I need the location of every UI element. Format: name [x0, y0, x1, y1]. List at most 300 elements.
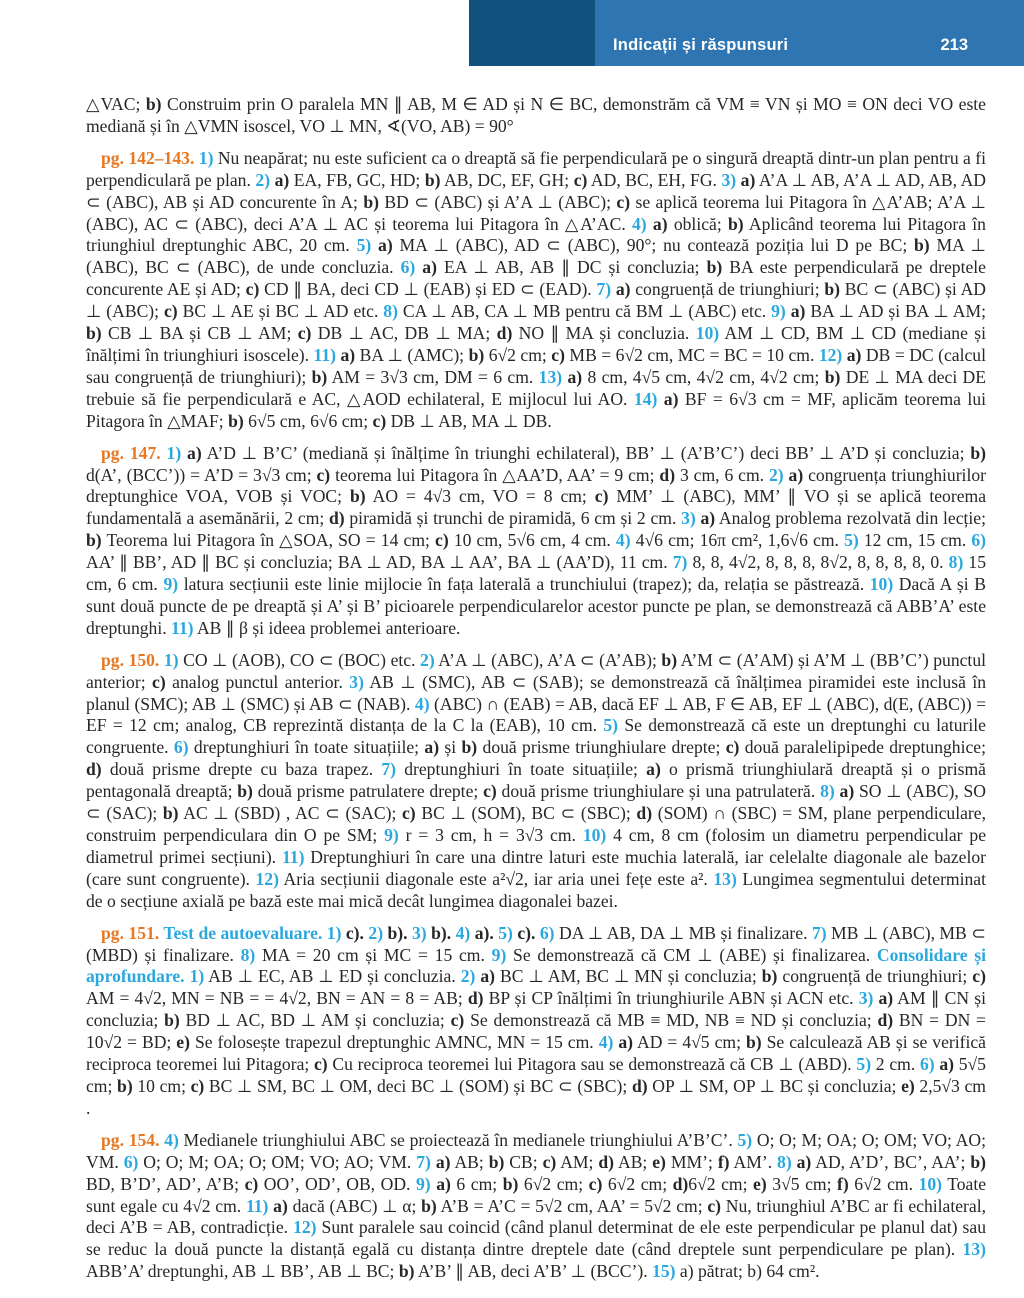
answer-text: a) pătrat; b) 64 cm².: [675, 1261, 820, 1282]
answer-text: BD ⊂ (ABC) și A’A ⊥ (ABC);: [378, 191, 617, 212]
sub-item-label: c): [450, 1010, 465, 1031]
answer-text: congruența triunghiurilor dreptunghice VOA, VOB și VOC;: [86, 464, 986, 507]
answer-text: AD, A’D’, BC’, AA’;: [811, 1151, 971, 1172]
item-number: 14): [633, 388, 658, 409]
answer-text: două prisme triunghiulare drepte;: [477, 737, 726, 758]
answer-text: MM’;: [665, 1151, 718, 1172]
answer-text: △VAC;: [86, 94, 146, 114]
answer-text: AB;: [614, 1151, 653, 1172]
header-content: [595, 0, 1024, 66]
answer-text: DB ⊥ AB, MA ⊥ DB.: [386, 410, 552, 431]
sub-item-label: b): [398, 1261, 415, 1282]
sub-item-label: c): [402, 803, 416, 824]
answer-text: CD ∥ BA, deci CD ⊥ (EAB) și ED ⊂ (EAD).: [259, 279, 597, 300]
item-number: 12): [293, 1217, 317, 1238]
answer-text: BF = 6√3 cm = MF, aplicăm teorema lui Pitagora în △MAF;: [86, 388, 987, 431]
sub-item-label: b).: [426, 922, 452, 943]
answer-text: 12 cm, 15 cm.: [858, 530, 972, 551]
sub-item-label: c): [164, 301, 178, 322]
section-heading: Test de autoevaluare.: [163, 922, 327, 943]
sub-item-label: e): [753, 1173, 767, 1194]
sub-item-label: a): [475, 966, 495, 987]
answer-text: 15 cm, 6 cm.: [86, 552, 986, 595]
answer-text: Se demonstrează că este un dreptunghi cu laturile congruente.: [86, 715, 986, 758]
answer-text: A’B’ ∥ AB, deci A’B’ ⊥ (BCC’).: [414, 1261, 653, 1282]
answer-text: Construim prin O paralela MN ∥ AB, M ∈ AD și N ∈ BC, demonstrăm că VM ≡ VN și MO ≡ ON deci VO este mediană și în △VMN isoscel, VO ⊥ MN, ∢(VO, AB) = 90°: [86, 94, 986, 136]
answer-text: congruență de triunghiuri;: [630, 279, 825, 300]
item-number: 9): [416, 1173, 431, 1194]
answer-text: 5√5 cm;: [86, 1054, 986, 1096]
answer-text: BA ⊥ AD și BA ⊥ AM;: [805, 301, 986, 322]
sub-item-label: b): [424, 169, 441, 190]
answer-text: r = 3 cm, h = 3√3 cm.: [398, 825, 583, 845]
answer-text: Se folosește trapezul dreptunghic AMNC, MN = 15 cm.: [189, 1032, 599, 1053]
item-number: 11): [171, 617, 194, 638]
sub-item-label: c): [972, 966, 986, 987]
item-number: 1): [163, 649, 179, 670]
item-number: 5): [356, 235, 372, 256]
paragraph: [86, 650, 986, 913]
answer-text: BC ⊥ AE și BC ⊥ AD etc.: [177, 301, 384, 322]
sub-item-label: b): [162, 803, 179, 824]
answer-text: Se demonstrează că CM ⊥ (ABE) și finalizarea.: [506, 944, 877, 965]
sub-item-label: b): [706, 257, 723, 278]
answer-text: 4√6 cm; 16π cm², 1,6√6 cm.: [630, 530, 845, 551]
answer-text: AB ⊥ (SMC), AB ⊂ (SAB); se demonstrează că înălțimea piramidei este inclusă în planul (SMC); AB ⊥ (SMC) și AB ⊂ (NAB).: [86, 671, 986, 714]
item-number: 3): [349, 671, 364, 692]
item-number: 9): [384, 825, 399, 845]
sub-item-label: f): [837, 1173, 849, 1194]
answer-text: 3√5 cm;: [766, 1173, 838, 1194]
item-number: 2): [363, 922, 384, 943]
sub-item-label: b): [86, 323, 102, 344]
item-number: 11): [245, 1195, 269, 1216]
paragraph: [86, 923, 986, 1120]
answer-text: CA ⊥ AB, CA ⊥ MB pentru că BM ⊥ (ABC) etc.: [397, 301, 772, 322]
paragraph: [86, 148, 986, 433]
item-number: 8): [240, 944, 256, 965]
answer-text: AO = 4√3 cm, VO = 8 cm;: [365, 486, 595, 507]
sub-item-label: d): [877, 1010, 894, 1031]
answer-text: 6 cm;: [450, 1173, 503, 1194]
answer-text: AB;: [450, 1151, 489, 1172]
sub-item-label: c): [594, 486, 609, 507]
sub-item-label: c): [297, 323, 312, 344]
item-number: 2): [420, 649, 435, 670]
answer-text: AM’.: [729, 1151, 778, 1172]
sub-item-label: b): [761, 966, 778, 987]
answer-text: MB = 6√2 cm, MC = BC = 10 cm.: [564, 344, 819, 365]
answer-text: A’M ⊂ (A’AM) și A’M ⊥ (BB’C’) punctul anterior;: [86, 649, 987, 692]
item-number: 6): [123, 1151, 139, 1172]
answer-text: O; O; M; OA; O; OM; VO; AO; VM.: [86, 1129, 986, 1172]
answer-text: analog punctul anterior.: [165, 671, 350, 692]
answer-text: Dreptunghiuri în care una dintre laturi este muchia laterală, iar celelalte diagonale ale bazelor (care sunt congruente).: [86, 846, 986, 889]
sub-item-label: c): [372, 410, 387, 431]
answer-text: piramidă și trunchi de piramidă, 6 cm și 2 cm.: [344, 508, 682, 529]
sub-item-label: d): [467, 988, 484, 1009]
answer-text: AA’ ∥ BB’, AD ∥ BC și concluzia; BA ⊥ AD, BA ⊥ AA’, BA ⊥ (AA’D), 11 cm.: [86, 552, 673, 573]
sub-item-label: b): [311, 366, 328, 387]
header-title: Indicații și răspunsuri: [613, 36, 789, 54]
item-number: 6): [971, 530, 987, 551]
answer-text: 4 cm, 8 cm (folosim un diametru perpendicular pe diametrul primei secțiuni).: [86, 825, 986, 867]
item-number: 12): [818, 344, 843, 365]
sub-item-label: c): [551, 344, 565, 365]
page-number: 213: [940, 36, 968, 54]
answer-text: BA ⊥ (AMC);: [355, 344, 469, 365]
sub-item-label: f): [717, 1151, 730, 1172]
item-number: 11): [313, 344, 337, 365]
sub-item-label: a): [336, 344, 356, 365]
page-ref-label: pg. 147.: [101, 442, 167, 463]
item-number: 8): [777, 1151, 792, 1172]
answer-text: Nu neapărat; nu este suficient ca o dreaptă să fie perpendiculară pe o singură dreaptă dintr-un plan pentru a fi perpendiculară pe plan.: [86, 147, 986, 190]
item-number: 4): [598, 1032, 614, 1053]
item-number: 4): [615, 530, 631, 551]
answer-text: CB;: [504, 1151, 543, 1172]
sub-item-label: a): [268, 1195, 288, 1216]
sub-item-label: a): [270, 169, 290, 190]
answer-text: Medianele triunghiului ABC se proiectează în medianele triunghiului A’B’C’.: [178, 1129, 738, 1150]
sub-item-label: b): [914, 235, 930, 256]
page-ref-label: pg. 150.: [101, 649, 164, 670]
sub-item-label: a): [415, 257, 437, 278]
sub-item-label: c): [245, 279, 260, 300]
sub-item-label: d): [329, 508, 345, 529]
sub-item-label: c): [616, 191, 631, 212]
item-number: 2): [768, 464, 784, 485]
answer-text: BA este perpendiculară pe dreptele concurente AE și AD;: [86, 257, 986, 300]
answer-text: d(A’, (BCC’)) = A’D = 3√3 cm;: [86, 464, 317, 485]
answer-text: BC ⊂ (ABC) și AD ⊥ (ABC);: [86, 279, 986, 322]
sub-item-label: a): [181, 442, 202, 463]
sub-item-label: a): [785, 301, 806, 322]
answer-text: A’B = A’C = 5√2 cm, AA’ = 5√2 cm;: [436, 1195, 708, 1216]
sub-item-label: a): [646, 759, 661, 780]
answer-text: 6√2 cm;: [518, 1173, 589, 1194]
item-number: 5): [856, 1054, 872, 1075]
item-number: 6): [535, 922, 555, 943]
page-ref-label: pg. 154.: [101, 1129, 165, 1150]
answer-text: EA ⊥ AB, AB ∥ DC și concluzia;: [436, 257, 707, 278]
answer-text: și: [439, 737, 462, 758]
sub-item-label: b): [970, 442, 987, 463]
paragraph: [86, 1130, 986, 1283]
answer-text: AM = 3√3 cm, DM = 6 cm.: [327, 366, 539, 387]
answer-text: 8, 8, 4√2, 8, 8, 8, 8√2, 8, 8, 8, 8, 0.: [687, 552, 949, 573]
sub-item-label: d): [598, 1151, 615, 1172]
item-number: 12): [255, 868, 279, 889]
answer-text: CO ⊥ (AOB), CO ⊂ (BOC) etc.: [178, 649, 421, 670]
item-number: 7): [596, 279, 612, 300]
sub-item-label: a): [934, 1054, 954, 1075]
page-ref-label: pg. 151.: [101, 922, 164, 943]
sub-item-label: b): [461, 737, 478, 758]
answer-text: O; O; M; OA; O; OM; VO; AO; VM.: [138, 1151, 417, 1172]
sub-item-label: a): [834, 781, 855, 802]
sub-item-label: d): [496, 323, 513, 344]
answer-text: AD, BC, EH, FG.: [587, 169, 722, 190]
item-number: 3): [681, 508, 696, 529]
item-number: 7): [672, 552, 688, 573]
sub-item-label: c): [707, 1195, 722, 1216]
answer-text: DE ⊥ MA deci DE trebuie să fie perpendiculară e AC, △AOD echilateral, E mijlocul lui AO.: [86, 366, 986, 409]
page-ref-label: pg. 142–143.: [101, 147, 199, 168]
sub-item-label: b): [488, 1151, 505, 1172]
answer-text: AB ⊥ EC, AB ⊥ ED și concluzia.: [204, 966, 461, 987]
sub-item-label: d): [659, 464, 676, 485]
answer-text: MM’ ⊥ (ABC), MM’ ∥ VO și se aplică teorema fundamentală a asemănării, 2 cm;: [86, 486, 987, 529]
answer-text: 10 cm, 5√6 cm, 4 cm.: [448, 530, 616, 551]
section-heading: Consolidare și aprofundare.: [86, 944, 986, 987]
answer-text: AM = 4√2, MN = NB = = 4√2, BN = AN = 8 = AB;: [86, 988, 468, 1009]
sub-item-label: b): [363, 191, 379, 212]
answer-text: BD, B’D’, AD’, A’B;: [86, 1173, 245, 1194]
answer-text: AM;: [556, 1151, 599, 1172]
sub-item-label: c): [190, 1075, 205, 1096]
answer-text: se aplică teorema lui Pitagora în △A’AB; A’A ⊥ (ABC), AC ⊂ (ABC), deci A’A ⊥ AC și teorema lui Pitagora în △A’AC.: [86, 191, 987, 234]
answer-text: BC ⊥ (SOM), BC ⊂ (SBC);: [415, 803, 637, 824]
item-number: 5): [844, 530, 859, 551]
answer-text: 6√5 cm, 6√6 cm;: [243, 410, 373, 431]
answer-text: dacă (ABC) ⊥ α;: [287, 1195, 422, 1216]
item-number: 1): [166, 442, 182, 463]
sub-item-label: c).: [341, 922, 364, 943]
answer-text: BN = DN = 10√2 = BD;: [86, 1010, 986, 1053]
answer-text: MB ⊥ (ABC), MB ⊂ (MBD) și finalizare.: [86, 922, 986, 965]
answer-text: OO’, OD’, OB, OD.: [258, 1173, 416, 1194]
sub-item-label: b): [824, 279, 841, 300]
sub-item-label: c): [573, 169, 588, 190]
item-number: 10): [582, 825, 607, 845]
sub-item-label: b): [661, 649, 678, 670]
sub-item-label: b): [237, 781, 253, 802]
item-number: 7): [381, 759, 396, 780]
sub-item-label: a): [424, 737, 440, 758]
answer-text: 6√2 cm;: [688, 1173, 754, 1194]
item-number: 1): [198, 147, 214, 168]
sub-item-label: a).: [470, 922, 494, 943]
answer-text: OP ⊥ SM, OP ⊥ BC și concluzia;: [647, 1075, 902, 1096]
item-number: 2): [460, 966, 476, 987]
answer-text: SO ⊥ (ABC), SO ⊂ (SAC);: [86, 781, 987, 824]
paragraph: [86, 94, 986, 138]
sub-item-label: c): [152, 671, 166, 692]
answer-text: Analog problema rezolvată din lecție;: [715, 508, 986, 529]
answer-text: AB, DC, EF, GH;: [440, 169, 574, 190]
answer-text: 6√2 cm;: [484, 344, 552, 365]
answer-text: congruență de triunghiuri;: [777, 966, 973, 987]
sub-item-label: c): [542, 1151, 557, 1172]
item-number: 8): [820, 781, 835, 802]
item-number: 7): [416, 1151, 431, 1172]
answer-text: (ABC) ∩ (EAB) = AB, dacă EF ⊥ AB, F ∈ AB, EF ⊥ (ABC), d(E, (ABC)) = EF = 12 cm; analog, CB reprezintă distanța de la C la (EAB), 10 cm.: [86, 693, 986, 736]
item-number: 9): [771, 301, 786, 322]
answer-text: teorema lui Pitagora în △AA’D, AA’ = 9 cm;: [330, 464, 660, 485]
answer-text: BP și CP înălțimi în triunghiurile ABN și ACN etc.: [483, 988, 859, 1009]
item-number: 5): [737, 1129, 753, 1150]
answer-text: AC ⊥ (SBD) , AC ⊂ (SAC);: [178, 803, 402, 824]
sub-item-label: b): [468, 344, 485, 365]
item-number: 15): [652, 1261, 676, 1282]
sub-item-label: a): [646, 213, 668, 234]
item-number: 5): [603, 715, 619, 736]
answer-text: DA ⊥ AB, DA ⊥ MB și finalizare.: [554, 922, 812, 943]
sub-item-label: e): [176, 1032, 190, 1053]
item-number: 11): [281, 846, 305, 867]
answers-text: [86, 94, 986, 1293]
sub-item-label: b): [727, 213, 744, 234]
answer-text: AB ∥ β și ideea problemei anterioare.: [193, 617, 461, 638]
answer-text: MA ⊥ (ABC), BC ⊂ (ABC), de unde concluzia.: [86, 235, 986, 278]
item-number: 9): [163, 574, 179, 595]
item-number: 7): [811, 922, 827, 943]
sub-item-label: e): [901, 1075, 915, 1096]
item-number: 6): [919, 1054, 935, 1075]
sub-item-label: b): [824, 366, 841, 387]
sub-item-label: a): [371, 235, 393, 256]
sub-item-label: a): [657, 388, 679, 409]
answer-text: MA ⊥ (ABC), AD ⊂ (ABC), 90°; nu contează poziția lui D pe BC;: [392, 235, 915, 256]
item-number: 3): [407, 922, 427, 943]
answer-text: Aria secțiunii diagonale este a²√2, iar aria unei fețe este a².: [278, 868, 714, 889]
answer-text: BD ⊥ AC, BD ⊥ AM și concluzia;: [179, 1010, 451, 1031]
sub-item-label: b): [745, 1032, 762, 1053]
item-number: 5): [493, 922, 513, 943]
sub-item-label: b): [145, 94, 162, 114]
sub-item-label: a): [430, 1151, 451, 1172]
answer-text: BC ⊥ SM, BC ⊥ OM, deci BC ⊥ (SOM) și BC ⊂ (SBC);: [204, 1075, 632, 1096]
paragraph: [86, 443, 986, 640]
answer-text: A’A ⊥ AB, A’A ⊥ AD, AB, AD ⊂ (ABC), AB și AD concurente în A;: [86, 169, 986, 212]
sub-item-label: b): [228, 410, 244, 431]
item-number: 4): [414, 693, 430, 714]
sub-item-label: b): [117, 1075, 133, 1096]
answer-text: DB = DC (calcul sau congruență de triunghiuri);: [86, 344, 986, 387]
item-number: 3): [721, 169, 737, 190]
answer-text: o prismă triunghiulară dreaptă și o prismă pentagonală dreaptă;: [86, 759, 986, 802]
sub-item-label: d): [86, 759, 102, 780]
item-number: 6): [173, 737, 189, 758]
answer-text: AM ⊥ CD, BM ⊥ CD (mediane și înălțimi în triunghiuri isoscele).: [86, 323, 987, 365]
answer-text: A’D ⊥ B’C’ (mediană și înălțime în triunghi echilateral), BB’ ⊥ (A’B’C’) deci BB’ ⊥ A’D și concluzia;: [201, 442, 971, 463]
sub-item-label: c): [435, 530, 449, 551]
sub-item-label: b): [86, 530, 102, 551]
answer-text: 8 cm, 4√5 cm, 4√2 cm, 4√2 cm;: [582, 366, 825, 387]
item-number: 10): [869, 574, 894, 595]
answer-text: dreptunghiuri în toate situațiile;: [188, 737, 425, 758]
sub-item-label: c).: [512, 922, 536, 943]
answer-text: (SOM) ∩ (SBC) = SM, plane perpendiculare, construim perpendiculara din O pe SM;: [86, 803, 986, 845]
answer-text: 2,5√3 cm .: [86, 1075, 986, 1118]
sub-item-label: a): [695, 508, 716, 529]
item-number: 3): [858, 988, 874, 1009]
answer-text: CB ⊥ BA și CB ⊥ AM;: [101, 323, 298, 344]
sub-item-label: b): [421, 1195, 437, 1216]
sub-item-label: a): [430, 1173, 451, 1194]
answer-text: NO ∥ MA și concluzia.: [512, 323, 696, 344]
sub-item-label: b): [502, 1173, 519, 1194]
sub-item-label: a): [736, 169, 756, 190]
sub-item-label: a): [562, 366, 583, 387]
item-number: 4): [632, 213, 647, 234]
sub-item-label: b).: [383, 922, 408, 943]
answer-text: Aplicând teorema lui Pitagora în triunghiul dreptunghic ABC, 20 cm.: [86, 213, 986, 256]
answer-text: Cu reciproca teoremei lui Pitagora sau se demonstrează că CB ⊥ (ABD).: [327, 1054, 857, 1075]
sub-item-label: d): [631, 1075, 648, 1096]
answer-text: AD = 4√5 cm;: [633, 1032, 746, 1053]
answer-text: Toate sunt egale cu 4√2 cm.: [86, 1173, 987, 1216]
answer-text: două paralelipipede dreptunghice;: [739, 737, 986, 758]
sub-item-label: e): [652, 1151, 666, 1172]
item-number: 1): [326, 922, 342, 943]
answer-text: Teorema lui Pitagora în △SOA, SO = 14 cm;: [101, 530, 436, 551]
sub-item-label: c): [588, 1173, 603, 1194]
answer-text: Lungimea segmentului determinat de o secțiune axială pe bază este mai mică decât lungimea diagonalei bazei.: [86, 868, 986, 911]
sub-item-label: d): [672, 1173, 689, 1194]
answer-text: două prisme patrulatere drepte;: [252, 781, 484, 802]
item-number: 6): [400, 257, 416, 278]
sub-item-label: a): [783, 464, 804, 485]
answer-text: A’A ⊥ (ABC), A’A ⊂ (A’AB);: [434, 649, 662, 670]
answer-text: DB ⊥ AC, DB ⊥ MA;: [311, 323, 497, 344]
header-dark-block: [469, 0, 595, 66]
answer-text: 10 cm;: [132, 1075, 191, 1096]
answer-text: Se calculează AB și se verifică reciproca teoremei lui Pitagora;: [86, 1032, 986, 1075]
sub-item-label: c): [244, 1173, 259, 1194]
answer-text: două prisme triunghiulare și una patrulateră.: [496, 781, 821, 802]
item-number: 2): [255, 169, 271, 190]
answer-text: dreptunghiuri în toate situațiile;: [396, 759, 647, 780]
item-number: 13): [713, 868, 737, 889]
sub-item-label: c): [316, 464, 331, 485]
item-number: 4): [451, 922, 471, 943]
answer-text: două prisme drepte cu baza trapez.: [101, 759, 382, 780]
answer-text: 3 cm, 6 cm.: [675, 464, 769, 485]
answer-text: ABB’A’ dreptunghi, AB ⊥ BB’, AB ⊥ BC;: [86, 1261, 399, 1282]
answer-text: 6√2 cm.: [848, 1173, 919, 1194]
item-number: 13): [538, 366, 563, 387]
item-number: 10): [918, 1173, 942, 1194]
sub-item-label: a): [842, 344, 862, 365]
answer-text: Se demonstrează că MB ≡ MD, NB ≡ ND și concluzia;: [464, 1010, 878, 1031]
answer-text: Nu, triunghiul A’BC ar fi echilateral, deci A’B = AB, contradicție.: [86, 1195, 986, 1238]
item-number: 10): [695, 323, 720, 344]
item-number: 8): [948, 552, 964, 573]
sub-item-label: b): [350, 486, 366, 507]
sub-item-label: c): [314, 1054, 328, 1075]
item-number: 13): [962, 1239, 986, 1260]
sub-item-label: c): [725, 737, 740, 758]
answer-text: 6√2 cm;: [602, 1173, 673, 1194]
answer-text: Dacă A și B sunt două puncte de pe dreaptă și A’ și B’ picioarele perpendicularelor acestor puncte pe plan, se demonstrează că ABB’A’ este dreptunghi.: [86, 574, 986, 638]
answer-text: EA, FB, GC, HD;: [289, 169, 425, 190]
sub-item-label: d): [636, 803, 653, 824]
sub-item-label: b): [164, 1010, 180, 1031]
sub-item-label: a): [873, 988, 894, 1009]
item-number: 9): [491, 944, 507, 965]
answer-text: latura secțiunii este linie mijlocie în fața laterală a trunchiului (trapez); da, relația se păstrează.: [178, 574, 870, 595]
item-number: 4): [164, 1129, 179, 1150]
page-header: [469, 0, 1024, 66]
item-number: 8): [383, 301, 398, 322]
item-number: 1): [189, 966, 205, 987]
sub-item-label: a): [611, 279, 631, 300]
answer-text: oblică;: [667, 213, 728, 234]
sub-item-label: a): [613, 1032, 633, 1053]
answer-text: AM ∥ CN și concluzia;: [86, 988, 986, 1031]
